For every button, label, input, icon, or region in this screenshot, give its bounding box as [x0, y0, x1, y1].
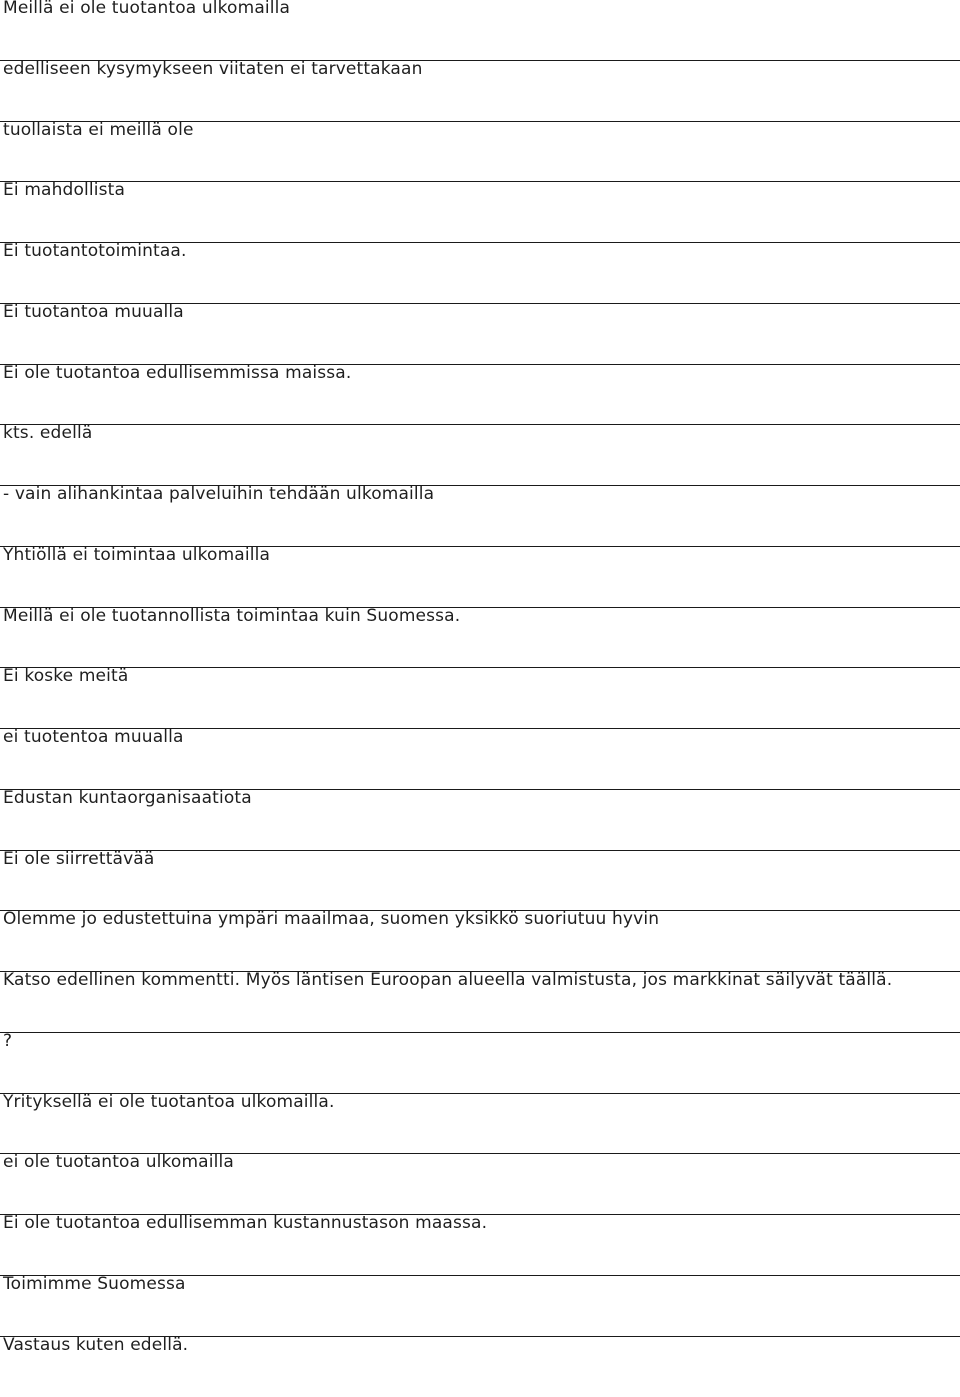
response-row: [0, 851, 960, 912]
response-row: [0, 1337, 960, 1397]
response-row: [0, 486, 960, 547]
response-text: Ei mahdollista: [3, 182, 125, 199]
response-text: Vastaus kuten edellä.: [3, 1337, 188, 1354]
response-row: [0, 182, 960, 243]
response-text: Edustan kuntaorganisaatiota: [3, 790, 252, 807]
response-text: Ei ole siirrettävää: [3, 851, 154, 868]
response-text: Ei ole tuotantoa edullisemmissa maissa.: [3, 365, 351, 382]
response-text: Yhtiöllä ei toimintaa ulkomailla: [3, 547, 270, 564]
response-text: tuollaista ei meillä ole: [3, 122, 194, 139]
response-row: [0, 61, 960, 122]
response-text: ei tuotentoa muualla: [3, 729, 184, 746]
response-text: Ei tuotantotoimintaa.: [3, 243, 187, 260]
response-row: [0, 1154, 960, 1215]
response-text: ei ole tuotantoa ulkomailla: [3, 1154, 234, 1171]
response-text: kts. edellä: [3, 425, 92, 442]
response-row: [0, 304, 960, 365]
response-text: Ei koske meitä: [3, 668, 128, 685]
response-text: - vain alihankintaa palveluihin tehdään ulkomailla: [3, 486, 434, 503]
response-row: [0, 972, 960, 1033]
response-text: ?: [3, 1033, 12, 1050]
response-row: [0, 1215, 960, 1276]
response-row: [0, 547, 960, 608]
response-row: [0, 911, 960, 972]
response-row: [0, 0, 960, 61]
response-text: Olemme jo edustettuina ympäri maailmaa, suomen yksikkö suoriutuu hyvin: [3, 911, 659, 928]
response-row: [0, 1033, 960, 1094]
response-row: [0, 1276, 960, 1337]
response-row: [0, 1094, 960, 1155]
response-row: [0, 122, 960, 183]
response-text: Yrityksellä ei ole tuotantoa ulkomailla.: [3, 1094, 335, 1111]
response-row: [0, 790, 960, 851]
response-text: Ei tuotantoa muualla: [3, 304, 184, 321]
response-text: Meillä ei ole tuotantoa ulkomailla: [3, 0, 290, 17]
response-row: [0, 365, 960, 426]
response-text: Katso edellinen kommentti. Myös läntisen Euroopan alueella valmistusta, jos markkinat säilyvät täällä.: [3, 972, 892, 989]
response-text: Meillä ei ole tuotannollista toimintaa kuin Suomessa.: [3, 608, 460, 625]
response-row: [0, 425, 960, 486]
response-row: [0, 608, 960, 669]
response-text: edelliseen kysymykseen viitaten ei tarvettakaan: [3, 61, 423, 78]
response-text: Toimimme Suomessa: [3, 1276, 186, 1293]
response-row: [0, 668, 960, 729]
response-row: [0, 243, 960, 304]
response-text: Ei ole tuotantoa edullisemman kustannustason maassa.: [3, 1215, 487, 1232]
response-row: [0, 729, 960, 790]
